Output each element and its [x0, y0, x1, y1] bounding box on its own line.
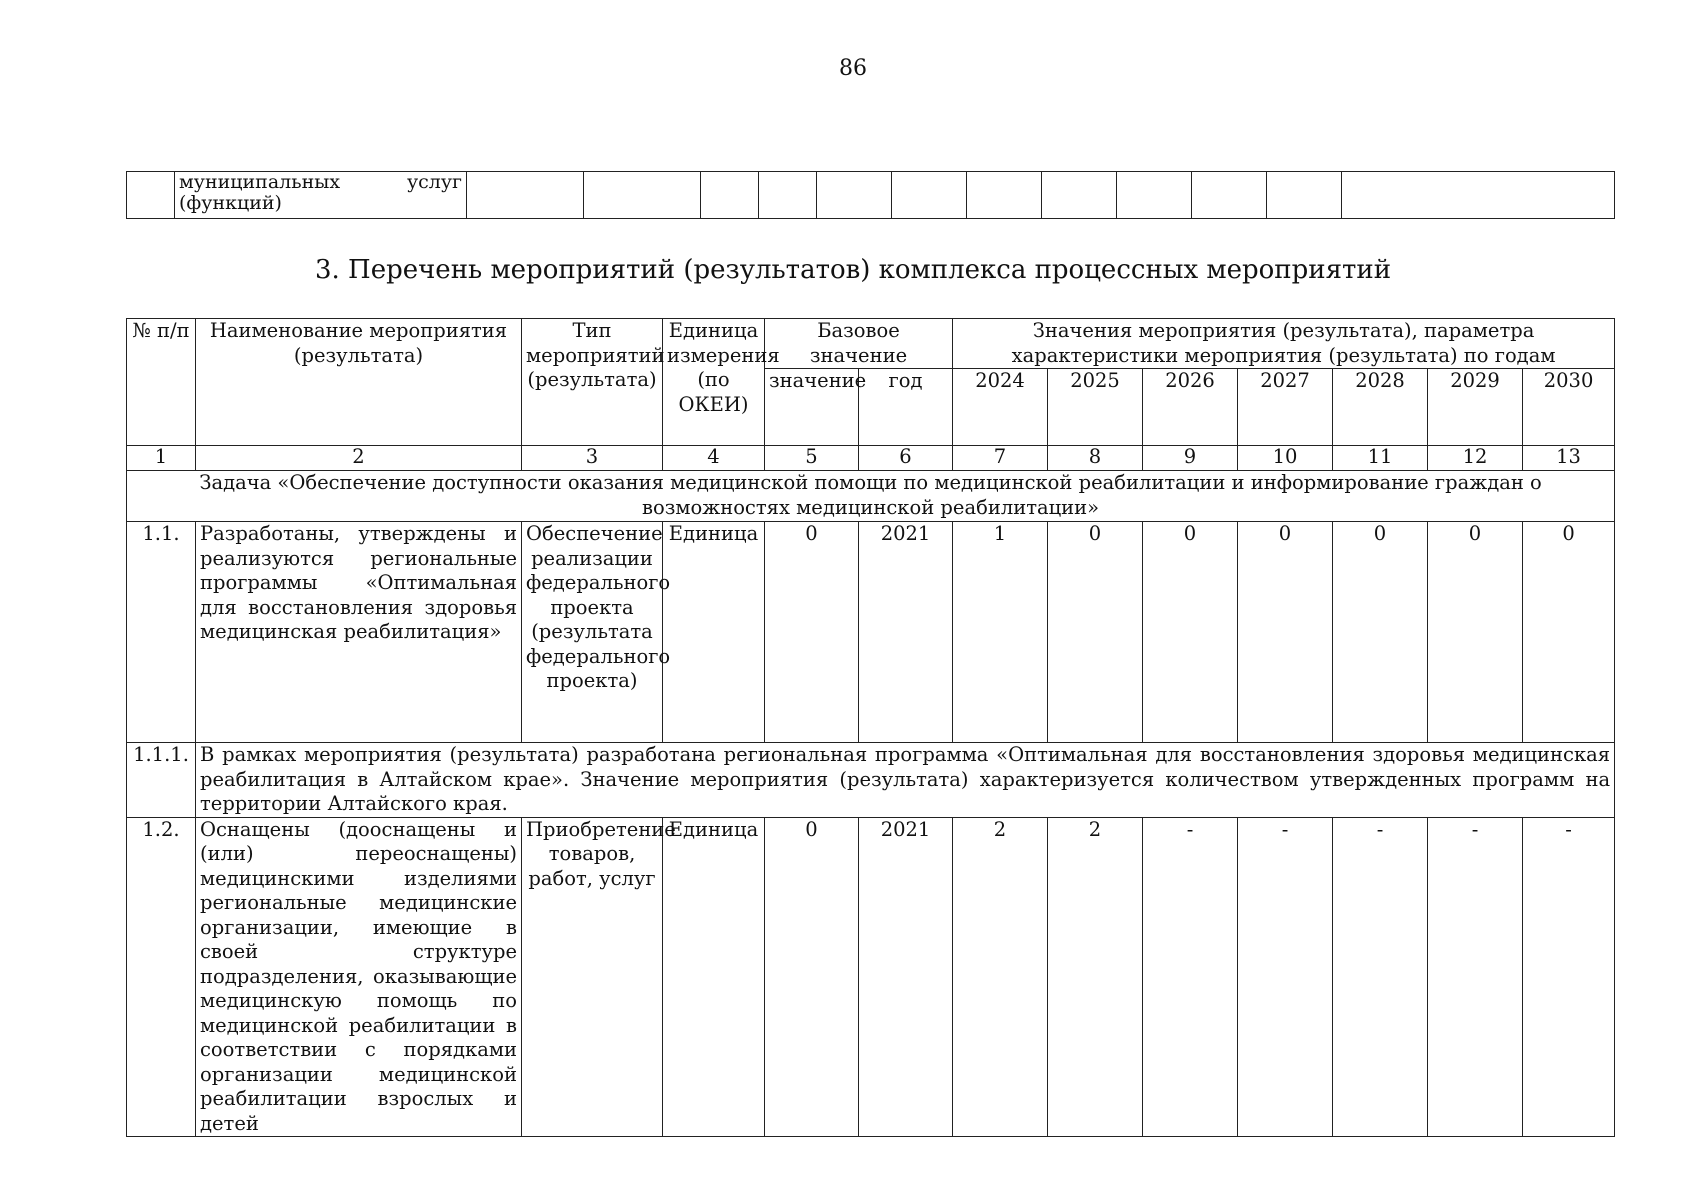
header-base: Базовое значение [765, 319, 953, 369]
table-row [127, 522, 1615, 743]
row-value-2030: 0 [1523, 522, 1615, 743]
fragment-cell-text: муниципальных услуг (функций) [175, 172, 467, 219]
col-number: 9 [1143, 446, 1238, 471]
row-name: Оснащены (дооснащены и (или) переоснащены) медицинскими изделиями региональные медицинские организации, имеющие в своей структуре подразделения, оказывающие медицинскую помощь по медицинской реабилитации в соответствии с порядками организации медицинской реабилитации взрослых и детей [196, 817, 522, 1137]
col-number: 4 [663, 446, 765, 471]
col-number: 7 [953, 446, 1048, 471]
header-values-group: Значения мероприятия (результата), параметра характеристики мероприятия (результата) по годам [953, 319, 1615, 369]
header-unit: Единица измерения (по ОКЕИ) [663, 319, 765, 446]
header-year-2029: 2029 [1428, 369, 1523, 446]
row-base-value: 0 [765, 817, 859, 1137]
row-value-2028: - [1333, 817, 1428, 1137]
fragment-cell-num [127, 172, 175, 219]
row-value-2026: - [1143, 817, 1238, 1137]
row-value-2027: 0 [1238, 522, 1333, 743]
row-num: 1.1. [127, 522, 196, 743]
note-text: В рамках мероприятия (результата) разработана региональная программа «Оптимальная для восстановления здоровья медицинская реабилитация в Алтайском крае». Значение мероприятия (результата) характеризуется количеством утвержденных программ на территории Алтайского края. [196, 743, 1615, 818]
previous-table-fragment [126, 171, 1615, 219]
row-type: Обеспечение реализации федерального проекта (результата федерального проекта) [522, 522, 663, 743]
header-year-2030: 2030 [1523, 369, 1615, 446]
row-value-2028: 0 [1333, 522, 1428, 743]
col-number: 10 [1238, 446, 1333, 471]
col-number: 11 [1333, 446, 1428, 471]
row-value-2024: 2 [953, 817, 1048, 1137]
row-num: 1.2. [127, 817, 196, 1137]
col-number: 8 [1048, 446, 1143, 471]
note-num: 1.1.1. [127, 743, 196, 818]
task-text: Задача «Обеспечение доступности оказания медицинской помощи по медицинской реабилитации и информирование граждан о возможностях медицинской реабилитации» [127, 471, 1615, 522]
header-base-value: значение [765, 369, 859, 446]
header-name: Наименование мероприятия (результата) [196, 319, 522, 446]
row-unit: Единица [663, 522, 765, 743]
row-value-2029: - [1428, 817, 1523, 1137]
header-base-year: год [859, 369, 953, 446]
row-value-2029: 0 [1428, 522, 1523, 743]
column-numbers-row [127, 446, 1615, 471]
row-unit: Единица [663, 817, 765, 1137]
header-year-2028: 2028 [1333, 369, 1428, 446]
row-name: Разработаны, утверждены и реализуются региональные программы «Оптимальная для восстановления здоровья медицинская реабилитация» [196, 522, 522, 743]
row-base-value: 0 [765, 522, 859, 743]
table-row [127, 817, 1615, 1137]
activities-table [126, 318, 1615, 1137]
col-number: 6 [859, 446, 953, 471]
row-value-2027: - [1238, 817, 1333, 1137]
section-title: 3. Перечень мероприятий (результатов) комплекса процессных мероприятий [314, 255, 1392, 285]
note-row [127, 743, 1615, 818]
col-number: 1 [127, 446, 196, 471]
task-row [127, 471, 1615, 522]
header-row-1 [127, 319, 1615, 369]
row-value-2024: 1 [953, 522, 1048, 743]
col-number: 13 [1523, 446, 1615, 471]
page-number: 86 [839, 56, 867, 81]
col-number: 5 [765, 446, 859, 471]
row-value-2026: 0 [1143, 522, 1238, 743]
row-base-year: 2021 [859, 522, 953, 743]
col-number: 2 [196, 446, 522, 471]
row-base-year: 2021 [859, 817, 953, 1137]
row-type: Приобретение товаров, работ, услуг [522, 817, 663, 1137]
header-year-2024: 2024 [953, 369, 1048, 446]
header-type: Тип мероприятий (результата) [522, 319, 663, 446]
header-year-2025: 2025 [1048, 369, 1143, 446]
row-value-2025: 0 [1048, 522, 1143, 743]
row-value-2025: 2 [1048, 817, 1143, 1137]
header-year-2027: 2027 [1238, 369, 1333, 446]
col-number: 12 [1428, 446, 1523, 471]
header-num: № п/п [127, 319, 196, 446]
col-number: 3 [522, 446, 663, 471]
row-value-2030: - [1523, 817, 1615, 1137]
header-year-2026: 2026 [1143, 369, 1238, 446]
